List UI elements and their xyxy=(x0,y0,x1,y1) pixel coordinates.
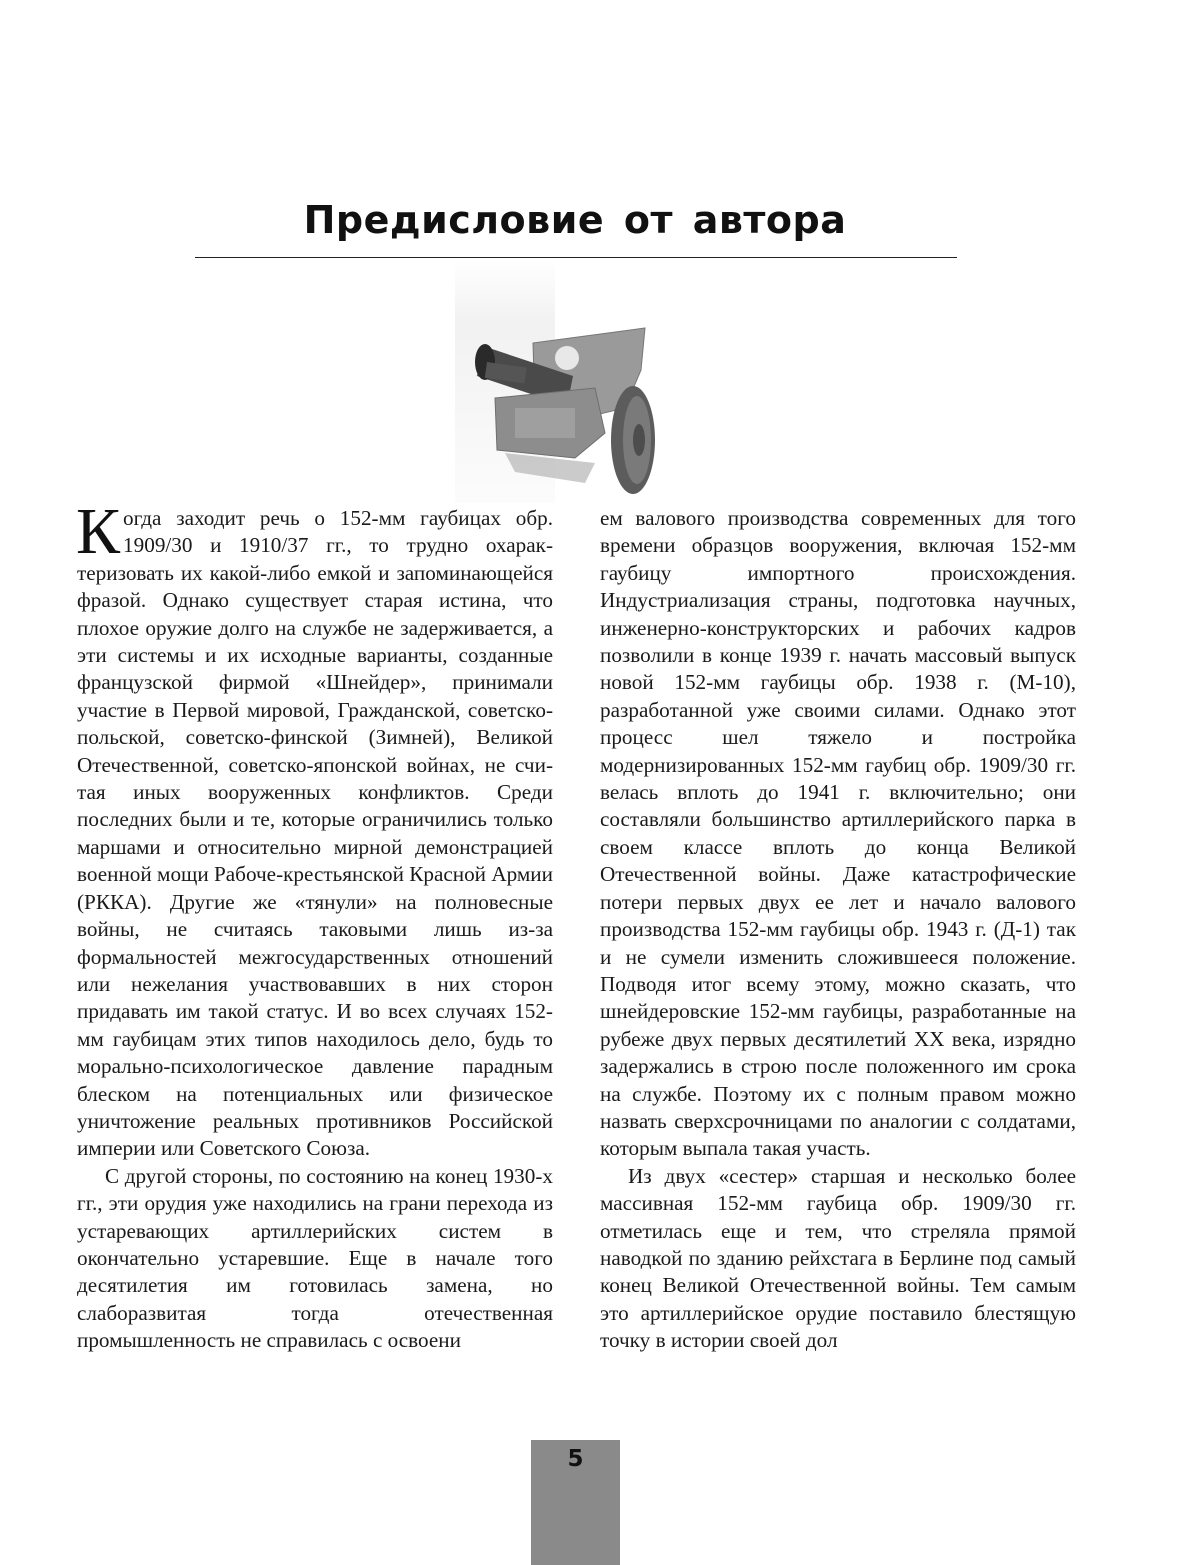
text-column-left xyxy=(76,495,553,1355)
paragraph: ем валового производства современных для того времени образцов вооружения, включая 152-мм гаубицу импортного происхождения. Индустриализация страны, подготовка научных, инженерно-конструкторских и рабочих кадров позволили в конце 1939 г. начать массовый выпуск новой 152-мм гаубицы обр. 1938 г. (М-10), разработанной уже своими силами. Однако этот процесс шел тяжело и постройка модернизированных 152-мм гаубиц обр. 1909/30 гг. велась вплоть до 1941 г. включительно; они составляли большинство артиллерийского парка в своем классе вплоть до конца Великой Отечественной войны. Даже катастрофические потери первых двух ее лет и начало валового производства 152-мм гаубицы обр. 1943 г. (Д-1) так и не сумели изменить сложившееся положение. Подводя итог всему этому, можно сказать, что шнейдеровские 152-мм гаубицы, разработанные на рубеже двух первых десятилетий XX века, изрядно задержались в строю после положенного им срока на службе. Поэтому их с полным правом можно назвать сверхсрочницами по аналогии с солдатами, которым выпала такая участь. xyxy=(600,506,1076,1161)
paragraph: С другой стороны, по состоянию на конец 1930-х гг., эти орудия уже находились на грани перехода из устаревающих артиллерийских систем в окончательно устаревшие. Еще в начале того десятилетия им готовилась замена, но слаборазвитая тогда отечественная промышленность не справилась с освоени xyxy=(77,1163,553,1353)
page-title: Предисловие от автора xyxy=(303,198,847,242)
page-number: 5 xyxy=(567,1446,584,1472)
paragraph: Когда заходит речь о 152-мм гаубицах обр. 1909/30 и 1910/37 гг., то трудно охарактеризовать их какой-либо емкой и запоминающейся фразой. Однако существует старая истина, что плохое оружие долго на службе не задерживается, а эти системы и их исходные варианты, созданные французской фирмой «Шнейдер», принимали участие в Первой мировой, Гражданской, советско-польской, советско-финской (Зимней), Великой Отечественной, советско-японской войнах, не считая иных вооруженных конфликтов. Среди последних были и те, которые ограничились только маршами и относительно мирной демонстрацией военной мощи Рабоче-крестьянской Красной Армии (РККА). Другие же «тянули» на полновесные войны, не считаясь таковыми лишь из-за формальностей межгосударственных отношений или нежелания участвовавших в них сторон придавать им такой статус. И во всех случаях 152-мм гаубицам этих типов находилось дело, будь то морально-психологическое давление парадным блеском на потенциальных или физическое уничтожение реальных противников Российской империи или Советского Союза. xyxy=(76,495,553,1161)
text-column-right xyxy=(600,505,1076,1355)
howitzer-illustration xyxy=(455,258,655,503)
paragraph: Из двух «сестер» старшая и несколько более массивная 152-мм гаубица обр. 1909/30 гг. отметилась еще и тем, что стреляла прямой наводкой по зданию рейхстага в Берлине под самый конец Великой Отечественной войны. Тем самым это артиллерийское орудие поставило блестящую точку в истории своей дол xyxy=(600,1163,1076,1353)
page-number-tab xyxy=(531,1440,620,1565)
drop-cap: К xyxy=(76,495,121,568)
